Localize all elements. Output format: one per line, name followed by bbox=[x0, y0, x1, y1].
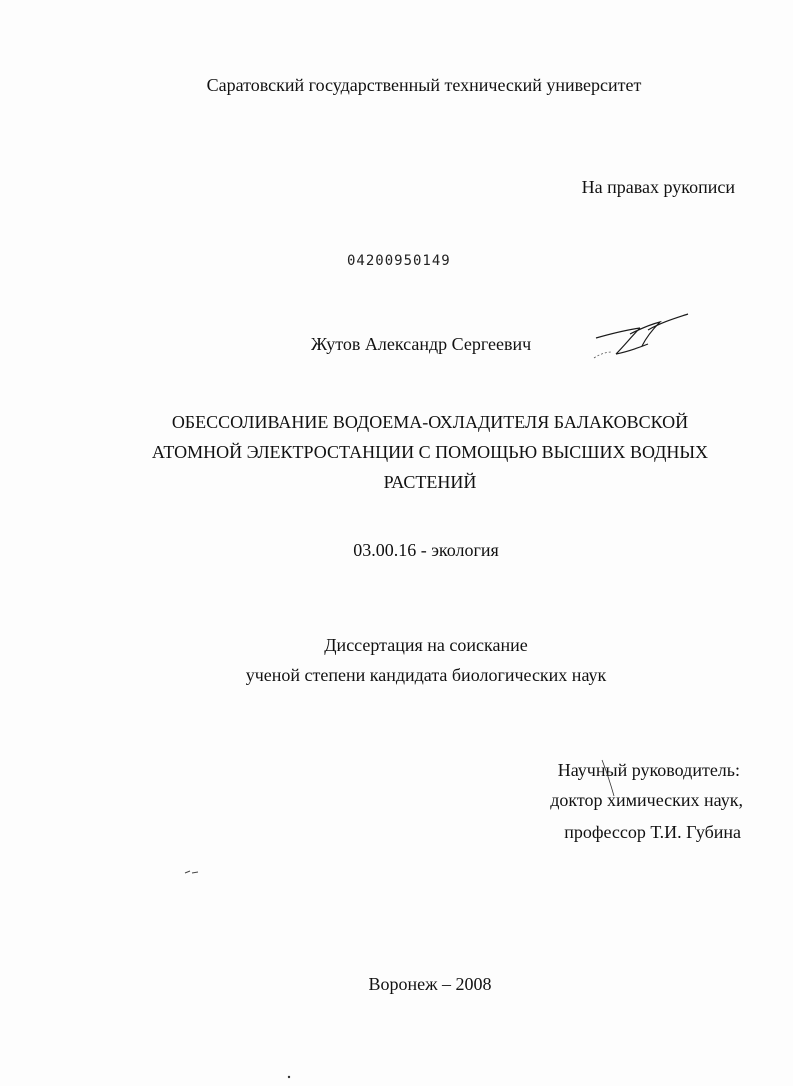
title-line-3: РАСТЕНИЙ bbox=[383, 472, 477, 492]
rights-note: На правах рукописи bbox=[581, 177, 735, 197]
dissertation-line-2: ученой степени кандидата биологических наук bbox=[245, 665, 607, 685]
supervisor-label: Научный руководитель: bbox=[557, 760, 740, 780]
supervisor-name: профессор Т.И. Губина bbox=[564, 822, 741, 842]
university-name: Саратовский государственный технический университет bbox=[206, 75, 642, 95]
scan-dot-icon bbox=[287, 1075, 291, 1079]
signature-icon bbox=[590, 308, 690, 364]
pen-mark-icon bbox=[598, 758, 618, 798]
dissertation-line-1: Диссертация на соискание bbox=[324, 635, 528, 655]
supervisor-degree: доктор химических наук, bbox=[550, 790, 743, 810]
title-line-2: АТОМНОЙ ЭЛЕКТРОСТАНЦИИ С ПОМОЩЬЮ ВЫСШИХ ВОДНЫХ bbox=[151, 442, 709, 462]
title-line-1: ОБЕССОЛИВАНИЕ ВОДОЕМА-ОХЛАДИТЕЛЯ БАЛАКОВСКОЙ bbox=[171, 412, 689, 432]
city-year: Воронеж – 2008 bbox=[368, 974, 492, 994]
dissertation-title bbox=[0, 407, 793, 497]
registry-code: 04200950149 bbox=[347, 253, 451, 269]
smudge-mark-icon bbox=[184, 868, 200, 876]
author-name: Жутов Александр Сергеевич bbox=[311, 334, 532, 354]
specialty-code: 03.00.16 - экология bbox=[353, 540, 499, 560]
